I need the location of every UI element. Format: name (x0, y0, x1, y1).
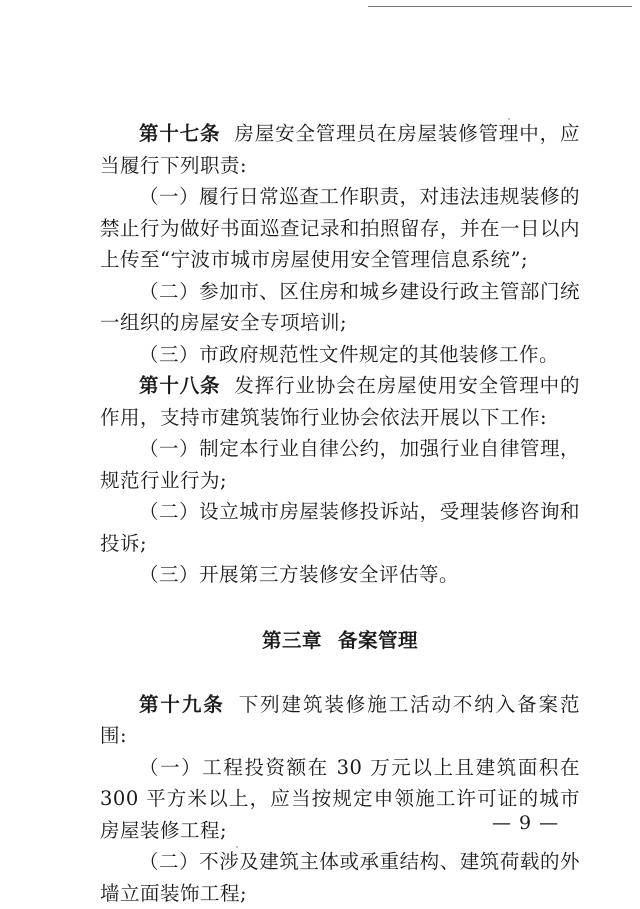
article-19-title: 第十九条 (139, 692, 225, 716)
chapter-heading (100, 625, 580, 653)
article-17-text: 房屋安全管理员在房屋装修管理中，应当履行下列职责: (100, 122, 580, 177)
article-17-item-3: （三）市政府规范性文件规定的其他装修工作。 (139, 342, 560, 366)
article-18-text: 发挥行业协会在房屋使用安全管理中的作用，支持市建筑装饰行业协会依法开展以下工作: (100, 374, 580, 429)
chapter-number: 第三章 (261, 628, 322, 652)
top-rule (368, 6, 632, 7)
article-19-item-1: （一）工程投资额在 30 万元以上且建筑面积在 300 平方米以上，应当按规定申领施工许可证的城市房屋装修工程; (100, 755, 580, 842)
article-19-item-2: （二）不涉及建筑主体或承重结构、建筑荷载的外墙立面装饰工程; (100, 850, 580, 905)
article-18-item-1: （一）制定本行业自律公约，加强行业自律管理，规范行业行为; (100, 437, 580, 492)
scan-speck (236, 846, 238, 848)
article-17-item-2: （二）参加市、区住房和城乡建设行政主管部门统一组织的房屋安全专项培训; (100, 279, 580, 334)
article-18-title: 第十八条 (139, 374, 221, 397)
article-17-item-1: （一）履行日常巡查工作职责，对违法违规装修的禁止行为做好书面巡查记录和拍照留存，并在一日以内上传至“宁波市城市房屋使用安全管理信息系统”; (100, 185, 581, 271)
document-body (100, 118, 580, 909)
article-17-title: 第十七条 (139, 122, 221, 145)
article-18 (100, 370, 580, 433)
article-17 (100, 118, 580, 181)
chapter-title: 备案管理 (338, 628, 419, 652)
article-19 (100, 689, 580, 752)
page-number: — 9 — (492, 812, 560, 834)
article-18-item-3: （三）开展第三方装修安全评估等。 (139, 563, 460, 586)
scan-speck (508, 118, 510, 120)
article-19-text: 下列建筑装修施工活动不纳入备案范围: (100, 692, 580, 747)
article-18-item-2: （二）设立城市房屋装修投诉站，受理装修咨询和投诉; (100, 500, 580, 555)
